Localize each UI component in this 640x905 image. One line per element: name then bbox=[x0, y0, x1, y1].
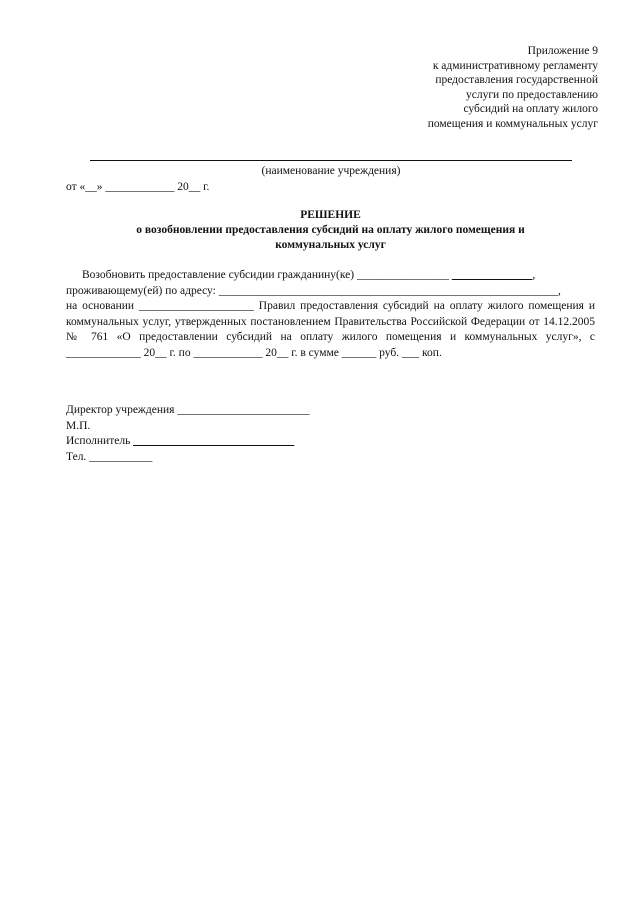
title-subtitle-line: коммунальных услуг bbox=[275, 239, 386, 251]
appendix-line: к административному регламенту bbox=[432, 59, 598, 72]
body-line-end: , bbox=[532, 269, 536, 281]
title-subtitle-line: о возобновлении предоставления субсидий на оплату жилого помещения и bbox=[136, 224, 525, 236]
institution-caption: (наименование учреждения) bbox=[261, 165, 401, 177]
appendix-line: помещения и коммунальных услуг bbox=[427, 117, 598, 130]
decision-body bbox=[66, 268, 595, 361]
body-line: проживающему(ей) по адресу: ___________________________________________________________, bbox=[66, 284, 561, 297]
appendix-line: Приложение 9 bbox=[527, 45, 598, 57]
executor-label: Исполнитель bbox=[66, 435, 134, 447]
signature-block bbox=[66, 403, 466, 465]
phone-row: Тел. ___________ bbox=[66, 450, 153, 463]
citizen-name-line: ______________ bbox=[451, 269, 533, 281]
title-heading: РЕШЕНИЕ bbox=[300, 209, 361, 221]
document-title bbox=[66, 208, 595, 253]
body-paragraph: на основании ____________________ Правил предоставления субсидий на оплату жилого помещения и коммунальных услуг, утвержденных постановлением Правительства Российской Федерации от 14.12.2005 № 761 «О предоставлении субсидий на оплату жилого помещения и коммунальных услуг», с _____________ 20__ г. по ____________ 20__ г. в сумме ______ руб. ___ коп. bbox=[66, 300, 595, 359]
body-line bbox=[66, 268, 595, 284]
appendix-header bbox=[378, 44, 598, 131]
executor-row bbox=[66, 434, 466, 450]
executor-line: ____________________________ bbox=[133, 435, 295, 447]
director-signature: Директор учреждения _______________________ bbox=[66, 404, 310, 416]
appendix-line: предоставления государственной bbox=[435, 74, 598, 86]
institution-name-line bbox=[90, 160, 572, 161]
body-line-text: Возобновить предоставление субсидии гражданину(ке) ________________ bbox=[82, 269, 452, 281]
stamp-place: М.П. bbox=[66, 419, 91, 432]
decision-date: от «__» ____________ 20__ г. bbox=[66, 181, 210, 193]
appendix-line: субсидий на оплату жилого bbox=[463, 103, 598, 115]
appendix-line: услуги по предоставлению bbox=[465, 88, 598, 101]
